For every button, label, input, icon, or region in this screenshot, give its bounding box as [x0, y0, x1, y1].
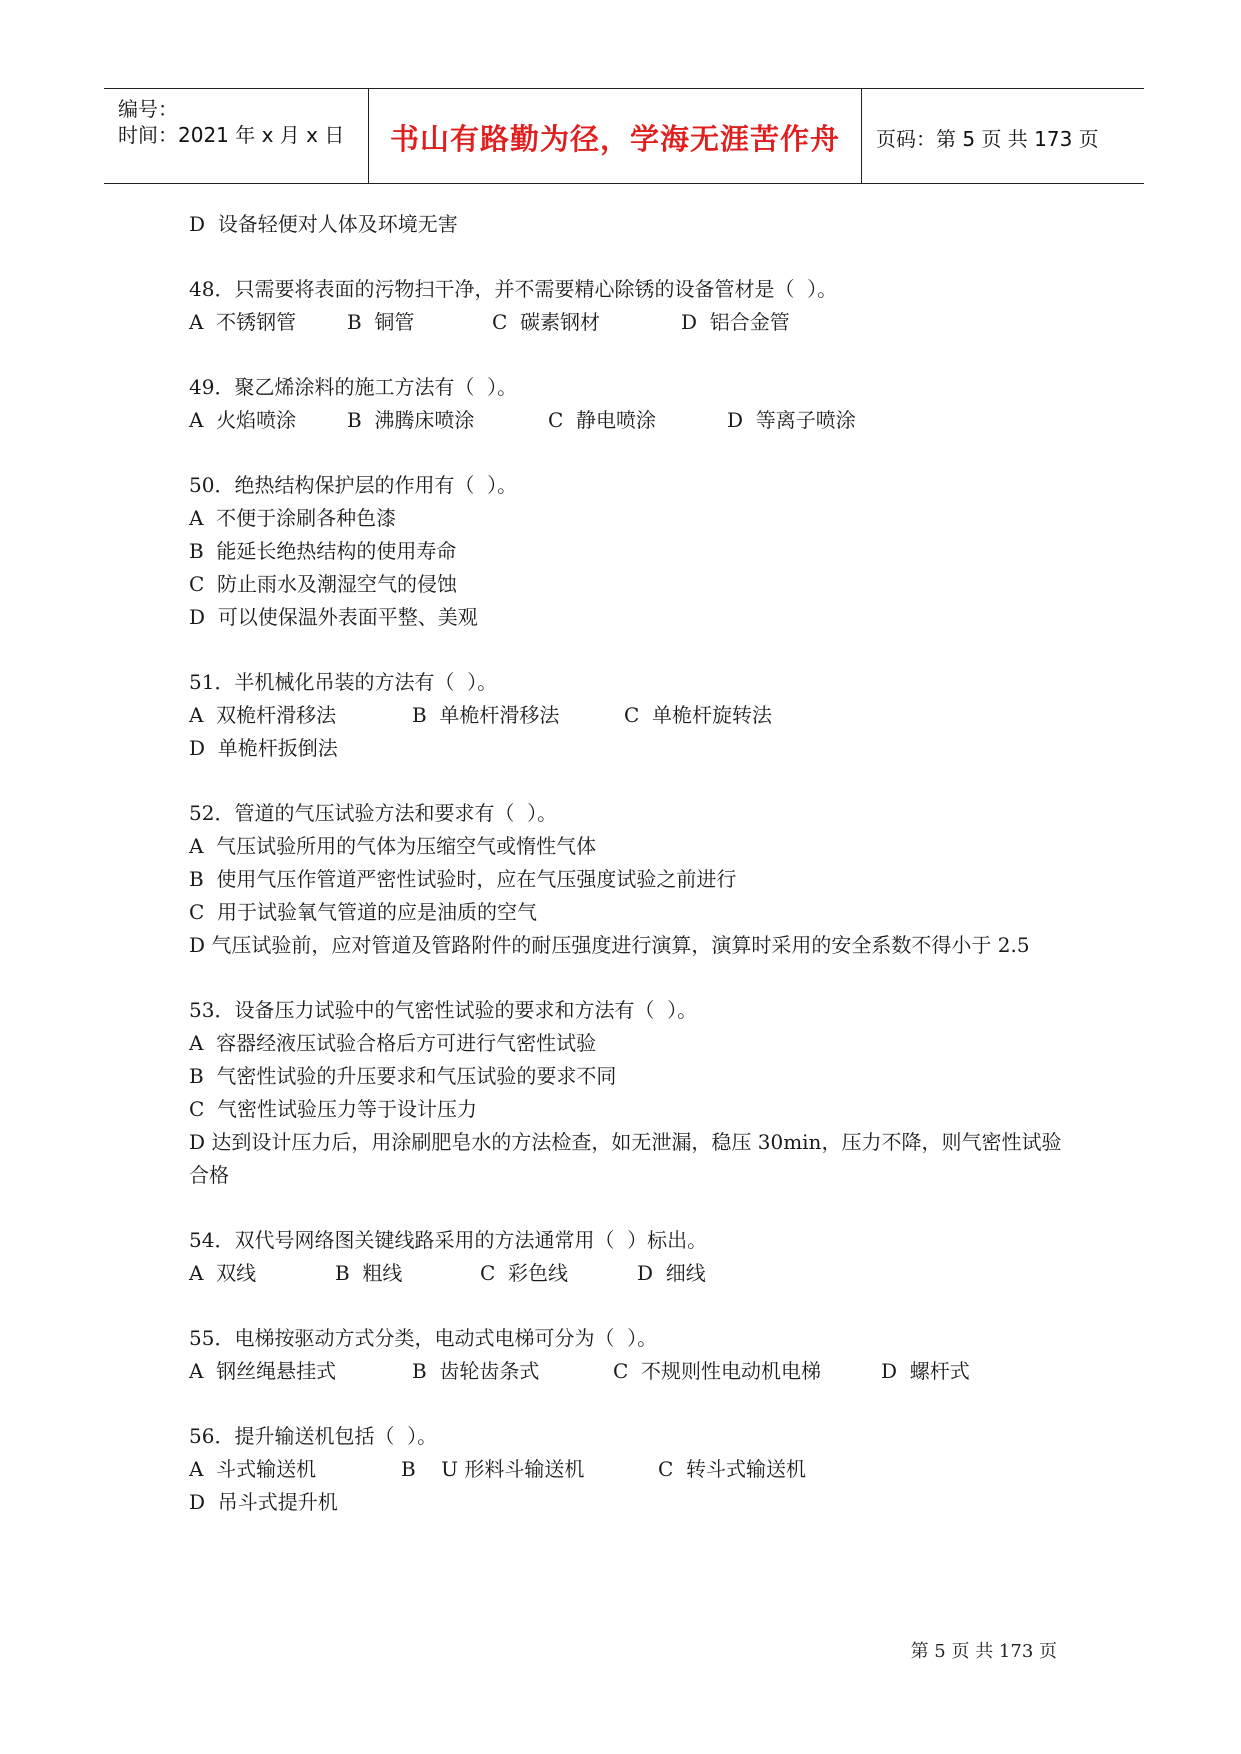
header-page-info: 页码：第 5 页 共 173 页 [876, 127, 1099, 151]
q49-stem: 49．聚乙烯涂料的施工方法有（ ）。 [189, 375, 518, 399]
q55-option-b: B 齿轮齿条式 [412, 1359, 540, 1383]
q54-option-a: A 双线 [189, 1261, 257, 1285]
q55-option-a: A 钢丝绳悬挂式 [189, 1359, 337, 1383]
number-label: 编号： [118, 97, 178, 121]
q52-option-c: C 用于试验氧气管道的应是油质的空气 [189, 900, 538, 924]
q56-options [189, 1453, 1069, 1486]
q48-option-c: C 碳素钢材 [492, 310, 601, 334]
q49-option-d: D 等离子喷涂 [727, 408, 856, 432]
question-list [189, 208, 1069, 1519]
q55-option-c: C 不规则性电动机电梯 [613, 1359, 822, 1383]
q48-option-b: B 铜管 [347, 310, 415, 334]
q56-stem: 56．提升输送机包括（ ）。 [189, 1424, 438, 1448]
q53-option-b: B 气密性试验的升压要求和气压试验的要求不同 [189, 1064, 617, 1088]
q48-option-d: D 铝合金管 [681, 310, 790, 334]
q49-options [189, 404, 1069, 437]
q55-option-d: D 螺杆式 [881, 1359, 970, 1383]
q49-option-b: B 沸腾床喷涂 [347, 408, 475, 432]
q48-options [189, 306, 1069, 339]
header-motto: 书山有路勤为径，学海无涯苦作舟 [389, 122, 840, 156]
q50-option-a: A 不便于涂刷各种色漆 [189, 506, 397, 530]
q49-option-a: A 火焰喷涂 [189, 408, 297, 432]
q51-option-a: A 双桅杆滑移法 [189, 703, 337, 727]
q53-stem: 53．设备压力试验中的气密性试验的要求和方法有（ ）。 [189, 998, 698, 1022]
document-header [104, 88, 1144, 184]
q54-option-c: C 彩色线 [480, 1261, 569, 1285]
header-middle-cell [369, 89, 862, 183]
q56-option-a: A 斗式输送机 [189, 1457, 317, 1481]
q54-stem: 54．双代号网络图关键线路采用的方法通常用（ ）标出。 [189, 1228, 708, 1252]
q48-option-a: A 不锈钢管 [189, 310, 297, 334]
q51-options [189, 699, 1069, 732]
q54-options [189, 1257, 1069, 1290]
q51-stem: 51．半机械化吊装的方法有（ ）。 [189, 670, 498, 694]
q56-option-d: D 吊斗式提升机 [189, 1490, 338, 1514]
q54-option-d: D 细线 [637, 1261, 706, 1285]
q50-stem: 50．绝热结构保护层的作用有（ ）。 [189, 473, 518, 497]
q52-option-a: A 气压试验所用的气体为压缩空气或惰性气体 [189, 834, 597, 858]
q53-option-d: D 达到设计压力后，用涂刷肥皂水的方法检查，如无泄漏，稳压 30min，压力不降，则气密性试验合格 [189, 1130, 1062, 1187]
q51-option-c: C 单桅杆旋转法 [624, 703, 773, 727]
header-left-cell [104, 89, 369, 183]
q49-option-c: C 静电喷涂 [548, 408, 657, 432]
q50-option-c: C 防止雨水及潮湿空气的侵蚀 [189, 572, 458, 596]
time-label: 时间：2021 年 x 月 x 日 [118, 123, 345, 147]
q50-option-d: D 可以使保温外表面平整、美观 [189, 605, 478, 629]
header-right-cell [862, 89, 1144, 183]
q50-option-b: B 能延长绝热结构的使用寿命 [189, 539, 457, 563]
q47-option-d: D 设备轻便对人体及环境无害 [189, 212, 458, 236]
page-footer: 第 5 页 共 173 页 [910, 1641, 1057, 1662]
q52-stem: 52．管道的气压试验方法和要求有（ ）。 [189, 801, 558, 825]
q51-option-b: B 单桅杆滑移法 [412, 703, 560, 727]
q56-option-b: B U 形料斗输送机 [401, 1457, 585, 1481]
q53-option-a: A 容器经液压试验合格后方可进行气密性试验 [189, 1031, 597, 1055]
q55-options [189, 1355, 1069, 1388]
q52-option-d: D 气压试验前，应对管道及管路附件的耐压强度进行演算，演算时采用的安全系数不得小于 2.5 [189, 933, 1030, 957]
q51-option-d: D 单桅杆扳倒法 [189, 736, 338, 760]
q55-stem: 55．电梯按驱动方式分类，电动式电梯可分为（ ）。 [189, 1326, 658, 1350]
q52-option-b: B 使用气压作管道严密性试验时，应在气压强度试验之前进行 [189, 867, 737, 891]
q54-option-b: B 粗线 [335, 1261, 403, 1285]
q53-option-c: C 气密性试验压力等于设计压力 [189, 1097, 478, 1121]
q48-stem: 48．只需要将表面的污物扫干净，并不需要精心除锈的设备管材是（ ）。 [189, 277, 838, 301]
q56-option-c: C 转斗式输送机 [658, 1457, 807, 1481]
